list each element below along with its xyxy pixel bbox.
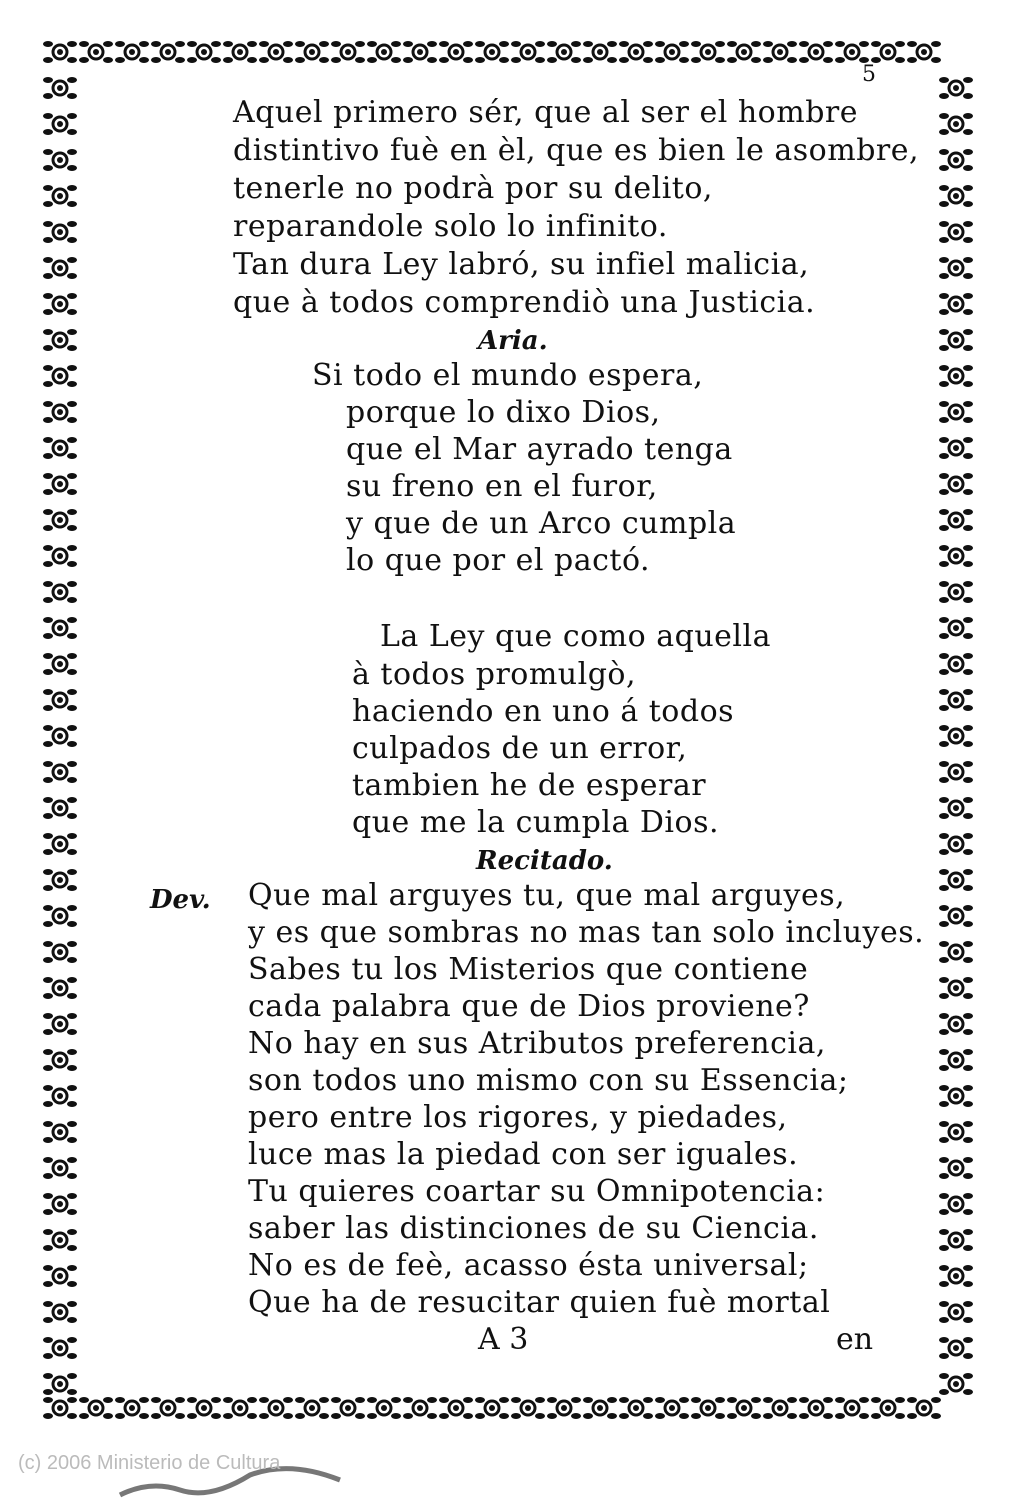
- fleuron-ornament: [939, 401, 973, 423]
- fleuron-ornament: [43, 797, 77, 819]
- verse-line: reparandole solo lo infinito.: [233, 209, 668, 244]
- fleuron-ornament: [151, 41, 185, 63]
- verse-line: Si todo el mundo espera,: [312, 358, 704, 393]
- fleuron-ornament: [939, 941, 973, 963]
- fleuron-ornament: [43, 473, 77, 495]
- fleuron-ornament: [727, 1397, 761, 1419]
- fleuron-ornament: [939, 257, 973, 279]
- fleuron-ornament: [907, 41, 941, 63]
- fleuron-ornament: [43, 293, 77, 315]
- fleuron-ornament: [939, 365, 973, 387]
- page-number: 5: [862, 62, 876, 87]
- fleuron-ornament: [799, 41, 833, 63]
- fleuron-ornament: [43, 1229, 77, 1251]
- fleuron-ornament: [939, 653, 973, 675]
- fleuron-ornament: [939, 797, 973, 819]
- fleuron-ornament: [939, 149, 973, 171]
- fleuron-ornament: [295, 41, 329, 63]
- fleuron-ornament: [691, 1397, 725, 1419]
- fleuron-ornament: [43, 77, 77, 99]
- fleuron-ornament: [907, 1397, 941, 1419]
- fleuron-ornament: [939, 221, 973, 243]
- fleuron-ornament: [43, 1397, 77, 1419]
- fleuron-ornament: [43, 509, 77, 531]
- fleuron-ornament: [259, 1397, 293, 1419]
- fleuron-ornament: [939, 1373, 973, 1395]
- fleuron-ornament: [763, 1397, 797, 1419]
- fleuron-ornament: [511, 1397, 545, 1419]
- fleuron-ornament: [43, 617, 77, 639]
- verse-line: La Ley que como aquella: [380, 619, 771, 654]
- fleuron-ornament: [43, 1337, 77, 1359]
- verse-line: distintivo fuè en èl, que es bien le asombre,: [233, 133, 920, 168]
- verse-line: Que mal arguyes tu, que mal arguyes,: [248, 878, 846, 913]
- fleuron-ornament: [939, 113, 973, 135]
- fleuron-ornament: [43, 1373, 77, 1395]
- fleuron-ornament: [799, 1397, 833, 1419]
- fleuron-ornament: [547, 1397, 581, 1419]
- fleuron-ornament: [939, 473, 973, 495]
- fleuron-ornament: [43, 365, 77, 387]
- fleuron-ornament: [939, 509, 973, 531]
- fleuron-ornament: [939, 761, 973, 783]
- fleuron-ornament: [43, 257, 77, 279]
- fleuron-ornament: [439, 41, 473, 63]
- fleuron-ornament: [475, 1397, 509, 1419]
- fleuron-ornament: [835, 1397, 869, 1419]
- fleuron-ornament: [43, 185, 77, 207]
- verse-line: No hay en sus Atributos preferencia,: [248, 1026, 826, 1061]
- verse-line: saber las distinciones de su Ciencia.: [248, 1211, 819, 1246]
- fleuron-ornament: [511, 41, 545, 63]
- fleuron-ornament: [187, 1397, 221, 1419]
- fleuron-ornament: [939, 1337, 973, 1359]
- verse-line: No es de feè, acasso ésta universal;: [248, 1248, 809, 1283]
- verse-line: haciendo en uno á todos: [352, 694, 735, 729]
- fleuron-ornament: [439, 1397, 473, 1419]
- fleuron-ornament: [43, 1085, 77, 1107]
- verse-line: que à todos comprendiò una Justicia.: [233, 285, 816, 320]
- fleuron-ornament: [79, 1397, 113, 1419]
- verse-line: porque lo dixo Dios,: [346, 395, 661, 430]
- fleuron-ornament: [939, 1157, 973, 1179]
- fleuron-ornament: [583, 41, 617, 63]
- fleuron-ornament: [939, 689, 973, 711]
- fleuron-ornament: [223, 1397, 257, 1419]
- verse-line: que el Mar ayrado tenga: [346, 432, 733, 467]
- verse-line: Sabes tu los Misterios que contiene: [248, 952, 809, 987]
- fleuron-ornament: [939, 185, 973, 207]
- fleuron-ornament: [43, 725, 77, 747]
- verse-line: Tu quieres coartar su Omnipotencia:: [248, 1174, 826, 1209]
- fleuron-ornament: [43, 1121, 77, 1143]
- fleuron-ornament: [331, 1397, 365, 1419]
- verse-line: y es que sombras no mas tan solo incluyes.: [248, 915, 925, 950]
- fleuron-ornament: [939, 1229, 973, 1251]
- verse-line: su freno en el furor,: [346, 469, 658, 504]
- fleuron-ornament: [619, 41, 653, 63]
- verse-line: son todos uno mismo con su Essencia;: [248, 1063, 849, 1098]
- fleuron-ornament: [43, 41, 77, 63]
- fleuron-ornament: [43, 1193, 77, 1215]
- fleuron-ornament: [367, 41, 401, 63]
- fleuron-ornament: [115, 1397, 149, 1419]
- verse-line: à todos promulgò,: [352, 657, 637, 692]
- fleuron-ornament: [835, 41, 869, 63]
- fleuron-ornament: [223, 41, 257, 63]
- fleuron-ornament: [403, 1397, 437, 1419]
- fleuron-ornament: [691, 41, 725, 63]
- fleuron-ornament: [939, 905, 973, 927]
- fleuron-ornament: [187, 41, 221, 63]
- fleuron-ornament: [43, 581, 77, 603]
- fleuron-ornament: [43, 905, 77, 927]
- fleuron-ornament: [939, 1193, 973, 1215]
- fleuron-ornament: [259, 41, 293, 63]
- fleuron-ornament: [939, 617, 973, 639]
- fleuron-ornament: [43, 1301, 77, 1323]
- fleuron-ornament: [43, 401, 77, 423]
- fleuron-ornament: [727, 41, 761, 63]
- fleuron-ornament: [295, 1397, 329, 1419]
- fleuron-ornament: [939, 977, 973, 999]
- verse-line: luce mas la piedad con ser iguales.: [248, 1137, 799, 1172]
- fleuron-ornament: [43, 653, 77, 675]
- fleuron-ornament: [939, 833, 973, 855]
- verse-line: Tan dura Ley labró, su infiel malicia,: [233, 247, 810, 282]
- fleuron-ornament: [43, 761, 77, 783]
- fleuron-ornament: [763, 41, 797, 63]
- fleuron-ornament: [43, 1157, 77, 1179]
- fleuron-ornament: [655, 1397, 689, 1419]
- verse-line: tambien he de esperar: [352, 768, 707, 803]
- fleuron-ornament: [43, 149, 77, 171]
- fleuron-ornament: [43, 113, 77, 135]
- speaker-label: Dev.: [150, 885, 211, 915]
- fleuron-ornament: [331, 41, 365, 63]
- fleuron-ornament: [939, 1121, 973, 1143]
- fleuron-ornament: [475, 41, 509, 63]
- fleuron-ornament: [43, 1013, 77, 1035]
- verse-line: cada palabra que de Dios proviene?: [248, 989, 810, 1024]
- fleuron-ornament: [43, 437, 77, 459]
- fleuron-ornament: [43, 833, 77, 855]
- fleuron-ornament: [115, 41, 149, 63]
- fleuron-ornament: [151, 1397, 185, 1419]
- fleuron-ornament: [939, 1013, 973, 1035]
- fleuron-ornament: [939, 545, 973, 567]
- fleuron-ornament: [871, 41, 905, 63]
- fleuron-ornament: [547, 41, 581, 63]
- fleuron-ornament: [939, 725, 973, 747]
- fleuron-ornament: [939, 869, 973, 891]
- fleuron-ornament: [619, 1397, 653, 1419]
- fleuron-ornament: [939, 1085, 973, 1107]
- verse-line: Que ha de resucitar quien fuè mortal: [248, 1285, 831, 1320]
- fleuron-ornament: [43, 545, 77, 567]
- signature-mark: A 3: [478, 1322, 529, 1357]
- fleuron-ornament: [939, 1265, 973, 1287]
- fleuron-ornament: [43, 941, 77, 963]
- fleuron-ornament: [403, 41, 437, 63]
- fleuron-ornament: [43, 1049, 77, 1071]
- fleuron-ornament: [939, 1049, 973, 1071]
- copyright-watermark: (c) 2006 Ministerio de Cultura: [18, 1452, 281, 1474]
- fleuron-ornament: [79, 41, 113, 63]
- verse-line: culpados de un error,: [352, 731, 688, 766]
- verse-line: pero entre los rigores, y piedades,: [248, 1100, 788, 1135]
- fleuron-ornament: [367, 1397, 401, 1419]
- fleuron-ornament: [871, 1397, 905, 1419]
- fleuron-ornament: [939, 1301, 973, 1323]
- verse-line: tenerle no podrà por su delito,: [233, 171, 713, 206]
- verse-line: Aquel primero sér, que al ser el hombre: [233, 95, 858, 130]
- fleuron-ornament: [43, 1265, 77, 1287]
- fleuron-ornament: [43, 977, 77, 999]
- fleuron-ornament: [43, 329, 77, 351]
- fleuron-ornament: [939, 581, 973, 603]
- fleuron-ornament: [583, 1397, 617, 1419]
- recitado-heading: Recitado.: [476, 846, 613, 876]
- fleuron-ornament: [43, 869, 77, 891]
- fleuron-ornament: [43, 689, 77, 711]
- fleuron-ornament: [43, 221, 77, 243]
- verse-line: y que de un Arco cumpla: [346, 506, 737, 541]
- fleuron-ornament: [939, 329, 973, 351]
- fleuron-ornament: [939, 437, 973, 459]
- verse-line: que me la cumpla Dios.: [352, 805, 720, 840]
- fleuron-ornament: [939, 77, 973, 99]
- fleuron-ornament: [939, 293, 973, 315]
- catchword: en: [836, 1322, 874, 1357]
- aria-heading: Aria.: [478, 326, 548, 356]
- fleuron-ornament: [655, 41, 689, 63]
- verse-line: lo que por el pactó.: [346, 543, 651, 578]
